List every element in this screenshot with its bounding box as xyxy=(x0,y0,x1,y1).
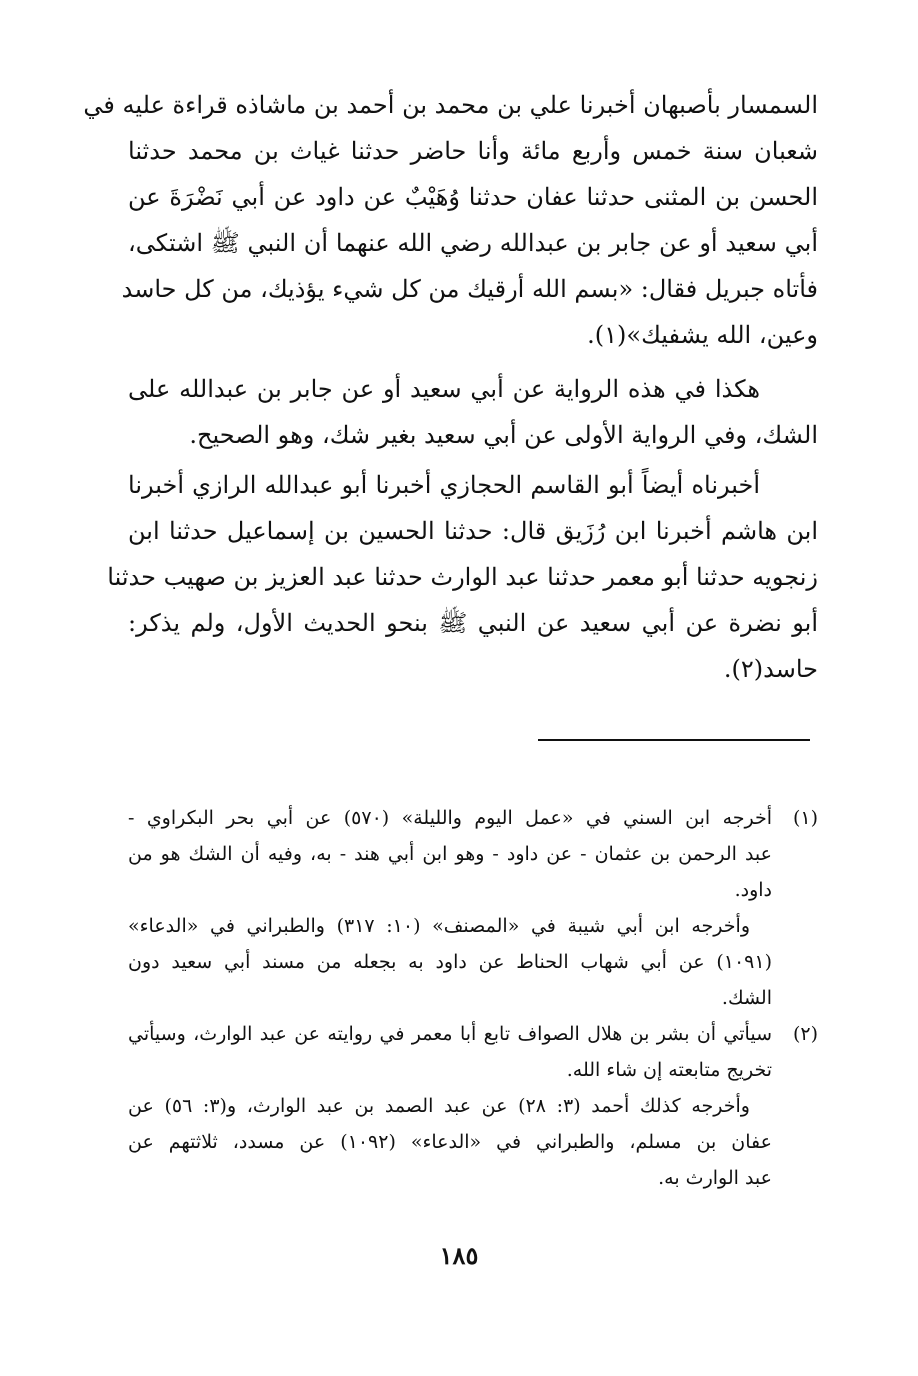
paragraph-commentary xyxy=(128,366,818,458)
footnote-line: عبد الرحمن بن عثمان - عن داود - وهو ابن أبي هند - به، وفيه أن الشك هو من xyxy=(128,843,772,865)
paragraph-second-isnad xyxy=(107,462,818,692)
footnote-sub-text xyxy=(128,908,772,1016)
footnotes xyxy=(128,800,818,1196)
text-line: السمسار بأصبهان أخبرنا علي بن محمد بن أحمد بن ماشاذه قراءة عليه في xyxy=(83,91,818,119)
footnote-number: (٢) xyxy=(792,1023,818,1045)
text-line: وعين، الله يشفيك»(١). xyxy=(587,321,818,349)
text-line: فأتاه جبريل فقال: «بسم الله أرقيك من كل شيء يؤذيك، من كل حاسد xyxy=(121,275,818,303)
footnote-main-text xyxy=(128,1016,772,1088)
text-line: أخبرناه أيضاً أبو القاسم الحجازي أخبرنا أبو عبدالله الرازي أخبرنا xyxy=(128,471,760,499)
text-line: حاسد(٢). xyxy=(723,655,818,683)
footnote-line: تخريج متابعته إن شاء الله. xyxy=(566,1059,772,1081)
footnote-line: وأخرجه كذلك أحمد (٣: ٢٨) عن عبد الصمد بن عبد الوارث، و(٣: ٥٦) عن xyxy=(128,1095,750,1117)
text-line: أبو نضرة عن أبي سعيد عن النبي ﷺ بنحو الحديث الأول، ولم يذكر: xyxy=(128,609,818,637)
text-line: الحسن بن المثنى حدثنا عفان حدثنا وُهَيْبٌ عن داود عن أبي نَضْرَةَ عن xyxy=(128,183,818,211)
footnote-line: سيأتي أن بشر بن هلال الصواف تابع أبا معمر في روايته عن عبد الوارث، وسيأتي xyxy=(128,1023,772,1045)
text-line: ابن هاشم أخبرنا ابن رُزَيق قال: حدثنا الحسين بن إسماعيل حدثنا ابن xyxy=(128,517,818,545)
paragraph-isnad-hadith xyxy=(83,82,818,358)
footnote-number: (١) xyxy=(792,807,818,829)
text-line: هكذا في هذه الرواية عن أبي سعيد أو عن جابر بن عبدالله على xyxy=(128,375,760,403)
footnote-line: داود. xyxy=(734,879,772,901)
footnote-sub-text xyxy=(128,1088,772,1196)
text-line: الشك، وفي الرواية الأولى عن أبي سعيد بغير شك، وهو الصحيح. xyxy=(189,421,818,449)
footnote-line: الشك. xyxy=(721,987,772,1009)
footnote-1 xyxy=(128,800,818,1016)
footnote-line: (١٠٩١) عن أبي شهاب الحناط عن داود به بجعله من مسند أبي سعيد دون xyxy=(128,951,772,973)
footnote-line: أخرجه ابن السني في «عمل اليوم والليلة» (٥٧٠) عن أبي بحر البكراوي - xyxy=(128,807,773,829)
text-line: شعبان سنة خمس وأربع مائة وأنا حاضر حدثنا غياث بن محمد حدثنا xyxy=(128,137,818,165)
text-line: أبي سعيد أو عن جابر بن عبدالله رضي الله عنهما أن النبي ﷺ اشتكى، xyxy=(128,229,818,257)
page-number: ١٨٥ xyxy=(439,1241,479,1270)
text-line: زنجويه حدثنا أبو معمر حدثنا عبد الوارث حدثنا عبد العزيز بن صهيب حدثنا xyxy=(107,563,818,591)
footnote-line: وأخرجه ابن أبي شيبة في «المصنف» (١٠: ٣١٧) والطبراني في «الدعاء» xyxy=(128,915,750,937)
footnote-2 xyxy=(128,1016,818,1196)
footnote-main-text xyxy=(128,800,772,908)
footnote-line: عفان بن مسلم، والطبراني في «الدعاء» (١٠٩٢) عن مسدد، ثلاثتهم عن xyxy=(128,1131,772,1153)
footnote-line: عبد الوارث به. xyxy=(658,1167,772,1189)
footnote-separator xyxy=(538,739,810,741)
